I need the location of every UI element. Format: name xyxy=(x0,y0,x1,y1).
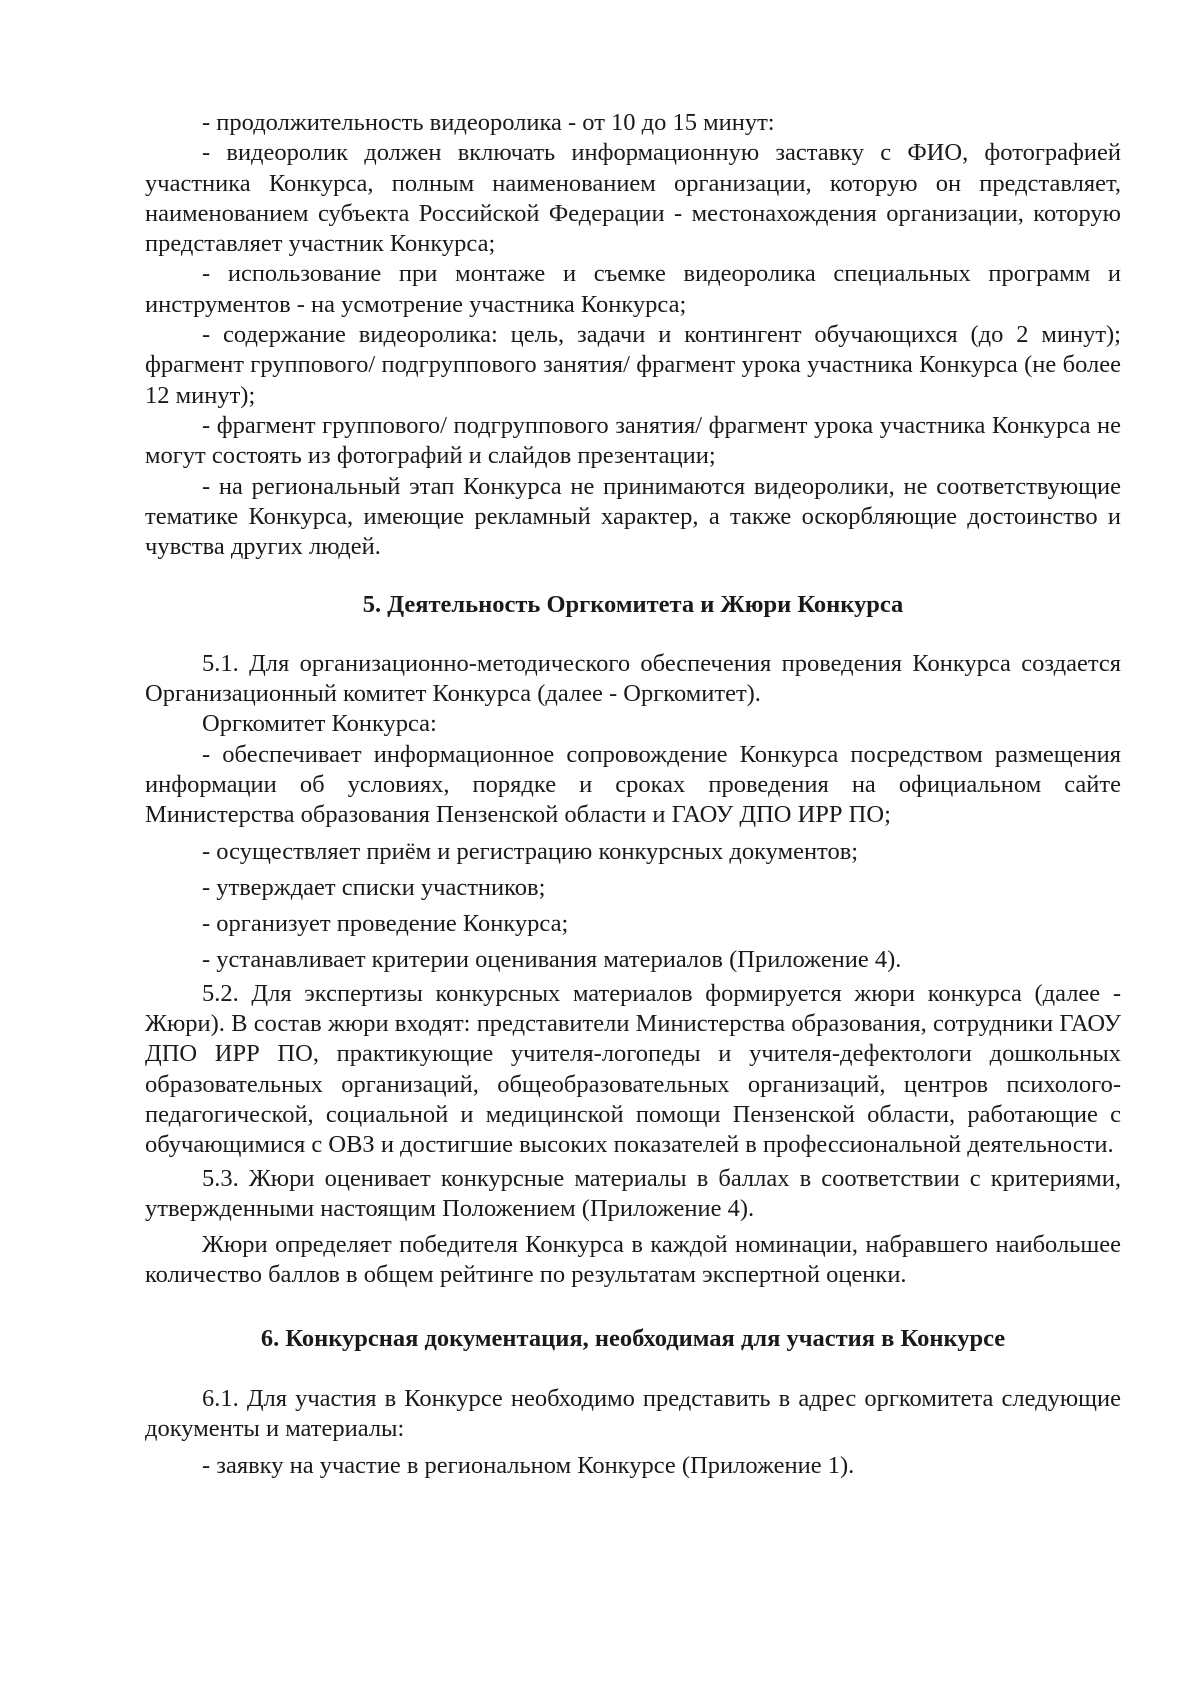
paragraph-video-duration: - продолжительность видеоролика - от 10 до 15 минут: xyxy=(202,109,775,136)
section-6-heading: 6. Конкурсная документация, необходимая для участия в Конкурсе xyxy=(260,1324,1006,1352)
paragraph-6-1: 6.1. Для участия в Конкурсе необходимо представить в адрес оргкомитета следующие документы и материалы: xyxy=(145,1384,1121,1443)
paragraph-orgcommittee-label: Оргкомитет Конкурса: xyxy=(202,710,437,738)
paragraph-video-intro: - видеоролик должен включать информационную заставку с ФИО, фотографией участника Конкурса, полным наименованием организации, которую он представляет, наименованием субъекта Российской Федерации - местонахождения организации, которую представляет участник Конкурса; xyxy=(145,139,1121,258)
paragraph-jury-winner: Жюри определяет победителя Конкурса в каждой номинации, набравшего наибольшее количество баллов в общем рейтинге по результатам экспертной оценки. xyxy=(145,1231,1121,1289)
paragraph-organizes: - организует проведение Конкурса; xyxy=(202,910,569,938)
paragraph-video-tools: - использование при монтаже и съемке видеоролика специальных программ и инструментов - на усмотрение участника Конкурса; xyxy=(145,260,1121,318)
paragraph-video-content: - содержание видеоролика: цель, задачи и контингент обучающихся (до 2 минут); фрагмент группового/ подгруппового занятия/ фрагмент урока участника Конкурса (не более 12 минут); xyxy=(145,321,1121,409)
paragraph-5-1: 5.1. Для организационно-методического обеспечения проведения Конкурса создается Организационный комитет Конкурса (далее - Оргкомитет). xyxy=(145,649,1121,708)
paragraph-criteria: - устанавливает критерии оценивания материалов (Приложение 4). xyxy=(202,946,902,974)
paragraph-participant-lists: - утверждает списки участников; xyxy=(202,873,546,901)
paragraph-5-3: 5.3. Жюри оценивает конкурсные материалы в баллах в соответствии с критериями, утвержденными настоящим Положением (Приложение 4). xyxy=(145,1164,1121,1222)
paragraph-video-rejected: - на региональный этап Конкурса не принимаются видеоролики, не соответствующие тематике Конкурса, имеющие рекламный характер, а также оскорбляющие достоинство и чувства других людей. xyxy=(145,472,1121,561)
paragraph-info-support: - обеспечивает информационное сопровождение Конкурса посредством размещения информации об условиях, порядке и сроках проведения на официальном сайте Министерства образования Пензенской области и ГАОУ ДПО ИРР ПО; xyxy=(145,740,1121,829)
section-5-heading: 5. Деятельность Оргкомитета и Жюри Конкурса xyxy=(362,591,904,619)
paragraph-5-2: 5.2. Для экспертизы конкурсных материалов формируется жюри конкурса (далее - Жюри). В состав жюри входят: представители Министерства образования, сотрудники ГАОУ ДПО ИРР ПО, практикующие учителя-логопеды и учителя-дефектологи дошкольных образовательных организаций, общеобразовательных организаций, центров психолого-педагогической, социальной и медицинской помощи Пензенской области, работающие с обучающимися с ОВЗ и достигшие высоких показателей в профессиональной деятельности. xyxy=(145,979,1121,1159)
paragraph-application: - заявку на участие в региональном Конкурсе (Приложение 1). xyxy=(202,1451,855,1479)
paragraph-video-fragment: - фрагмент группового/ подгруппового занятия/ фрагмент урока участника Конкурса не могут состоять из фотографий и слайдов презентации; xyxy=(145,411,1121,470)
document-page xyxy=(145,108,1121,1481)
paragraph-registration: - осуществляет приём и регистрацию конкурсных документов; xyxy=(202,837,859,865)
